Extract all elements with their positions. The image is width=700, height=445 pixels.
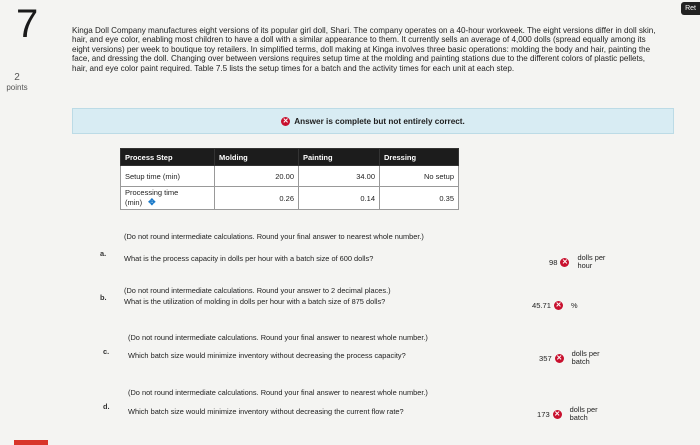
part-b-note: (Do not round intermediate calculations. Round your answer to 2 decimal places.) bbox=[124, 286, 391, 295]
incorrect-icon: ✕ bbox=[562, 258, 568, 266]
part-a-answer-value: 98 bbox=[549, 257, 558, 267]
header-process-step: Process Step bbox=[121, 149, 215, 166]
row-label: Processing time (min) ✥ bbox=[121, 187, 215, 210]
cell-molding: 20.00 bbox=[215, 166, 299, 187]
part-b-answer-field[interactable] bbox=[532, 301, 578, 310]
part-c-unit: dolls per batch bbox=[571, 349, 600, 366]
cell-dressing: 0.35 bbox=[380, 187, 459, 210]
bottom-bar-decoration bbox=[14, 440, 48, 445]
banner-text: Answer is complete but not entirely correct. bbox=[294, 116, 465, 126]
cell-painting: 34.00 bbox=[299, 166, 380, 187]
points-value: 2 bbox=[14, 72, 20, 83]
cell-painting: 0.14 bbox=[299, 187, 380, 210]
header-dressing: Dressing bbox=[380, 149, 459, 166]
part-d-answer-field[interactable] bbox=[537, 406, 610, 422]
table-row bbox=[121, 166, 459, 187]
points-indicator bbox=[6, 72, 28, 92]
part-b-letter: b. bbox=[100, 293, 107, 302]
incorrect-icon: ✕ bbox=[556, 354, 563, 362]
table-header-row bbox=[121, 149, 459, 166]
header-molding: Molding bbox=[215, 149, 299, 166]
incorrect-icon: ✕ bbox=[282, 117, 289, 125]
part-c-answer-value: 357 bbox=[539, 353, 552, 363]
row-label: Setup time (min) bbox=[121, 166, 215, 187]
part-b-question: What is the utilization of molding in dolls per hour with a batch size of 875 dolls? bbox=[124, 297, 386, 306]
table-row bbox=[121, 187, 459, 210]
cell-dressing: No setup bbox=[380, 166, 459, 187]
move-cursor-icon: ✥ bbox=[148, 197, 156, 207]
part-d-answer-value: 173 bbox=[537, 409, 550, 419]
process-table bbox=[120, 148, 459, 210]
part-d-note: (Do not round intermediate calculations. Round your final answer to nearest whole number.) bbox=[128, 388, 428, 397]
part-b-unit: % bbox=[571, 300, 578, 310]
part-c-question: Which batch size would minimize inventory without decreasing the process capacity? bbox=[128, 351, 406, 360]
points-label: points bbox=[6, 83, 28, 92]
return-button[interactable]: Ret bbox=[681, 2, 700, 15]
part-a-answer-field[interactable] bbox=[549, 254, 621, 270]
answer-status-banner bbox=[72, 108, 674, 134]
part-a-question: What is the process capacity in dolls per hour with a batch size of 600 dolls? bbox=[124, 254, 374, 263]
part-d-letter: d. bbox=[103, 402, 110, 411]
part-c-letter: c. bbox=[103, 347, 110, 356]
part-a-note: (Do not round intermediate calculations. Round your final answer to nearest whole number.) bbox=[124, 232, 424, 241]
part-a-letter: a. bbox=[100, 249, 107, 258]
cell-molding: 0.26 bbox=[215, 187, 299, 210]
part-b-answer-value: 45.71 bbox=[532, 301, 552, 310]
question-number: 7 bbox=[16, 2, 39, 46]
part-d-question: Which batch size would minimize inventory without decreasing the current flow rate? bbox=[128, 407, 404, 416]
header-painting: Painting bbox=[299, 149, 380, 166]
incorrect-icon: ✕ bbox=[554, 410, 561, 418]
part-c-answer-field[interactable] bbox=[539, 350, 612, 366]
part-d-unit: dolls per batch bbox=[569, 405, 598, 422]
part-c-note: (Do not round intermediate calculations. Round your final answer to nearest whole number.) bbox=[128, 333, 428, 342]
incorrect-icon: ✕ bbox=[555, 302, 562, 309]
problem-statement: Kinga Doll Company manufactures eight versions of its popular girl doll, Shari. The company operates on a 40-hour workweek. The eight versions differ in doll skin, hair, and eye color, enabling most children to have a doll with a similar appearance to them. It currently sells an average of 4,000 dolls (spread equally among its eight versions) per week to boutique toy retailers. In simplified terms, doll making at Kinga involves three basic operations: molding the body and hair, painting the face, and dressing the doll. Changing over between versions requires setup time at the molding and painting stations due to the different colors of plastic pellets, hair, and eye color paint required. Table 7.5 lists the setup times for a batch and the activity times for each unit at each step. bbox=[72, 26, 656, 73]
part-a-unit: dolls per hour bbox=[577, 253, 606, 270]
